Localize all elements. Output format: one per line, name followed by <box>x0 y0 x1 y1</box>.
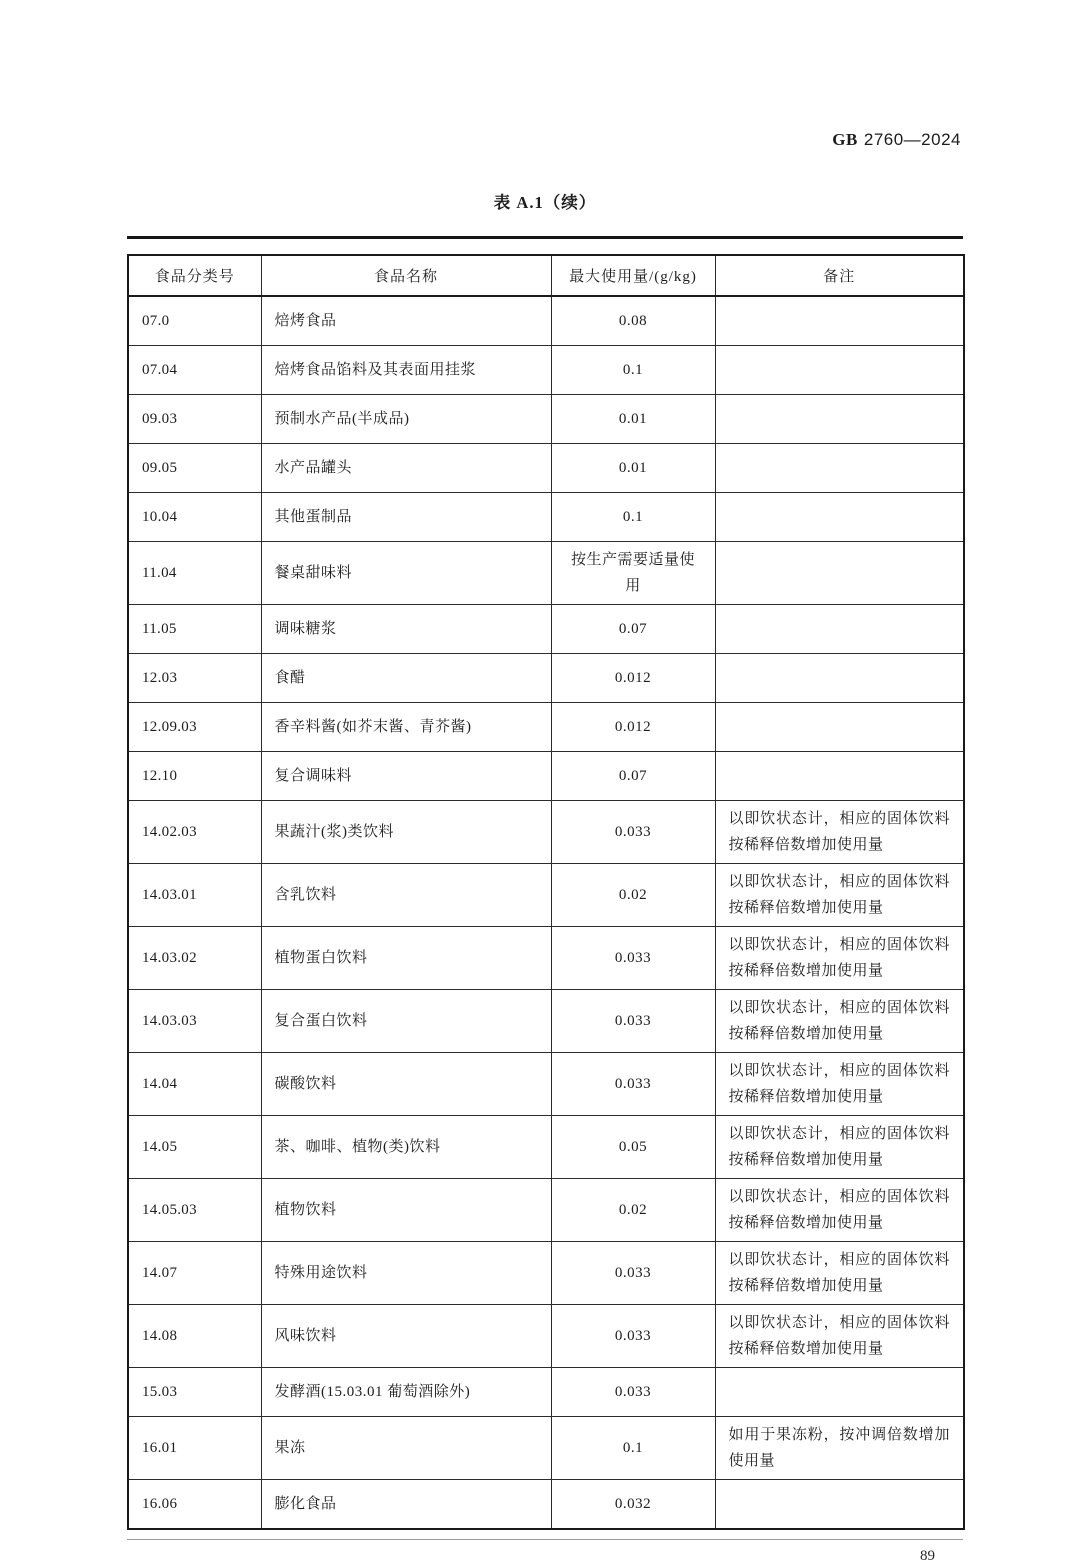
cell-max-usage: 按生产需要适量使用 <box>551 542 715 605</box>
table-header-row <box>128 255 964 296</box>
cell-food-category-code: 12.03 <box>128 654 261 703</box>
cell-max-usage: 0.01 <box>551 444 715 493</box>
table-row <box>128 1179 964 1242</box>
table-row <box>128 1368 964 1417</box>
cell-max-usage: 0.01 <box>551 395 715 444</box>
table-row <box>128 990 964 1053</box>
cell-max-usage: 0.033 <box>551 1368 715 1417</box>
cell-note: 以即饮状态计，相应的固体饮料按稀释倍数增加使用量 <box>715 990 964 1053</box>
top-rule <box>127 236 963 239</box>
cell-food-category-code: 12.09.03 <box>128 703 261 752</box>
cell-food-name: 香辛料酱(如芥末酱、青芥酱) <box>261 703 551 752</box>
col-header-note: 备注 <box>715 255 964 296</box>
cell-note: 以即饮状态计，相应的固体饮料按稀释倍数增加使用量 <box>715 1053 964 1116</box>
cell-food-category-code: 16.06 <box>128 1480 261 1530</box>
table-title: 表 A.1（续） <box>493 193 597 212</box>
cell-max-usage: 0.033 <box>551 1053 715 1116</box>
cell-food-category-code: 14.03.01 <box>128 864 261 927</box>
col-header-food-name: 食品名称 <box>261 255 551 296</box>
cell-max-usage: 0.05 <box>551 1116 715 1179</box>
cell-note <box>715 493 964 542</box>
table-row <box>128 542 964 605</box>
cell-note: 以即饮状态计，相应的固体饮料按稀释倍数增加使用量 <box>715 801 964 864</box>
cell-note: 以即饮状态计，相应的固体饮料按稀释倍数增加使用量 <box>715 864 964 927</box>
cell-max-usage: 0.033 <box>551 1242 715 1305</box>
cell-max-usage: 0.02 <box>551 1179 715 1242</box>
table-row <box>128 1053 964 1116</box>
cell-max-usage: 0.033 <box>551 927 715 990</box>
cell-max-usage: 0.033 <box>551 990 715 1053</box>
table-row <box>128 864 964 927</box>
cell-food-category-code: 07.04 <box>128 346 261 395</box>
food-additive-usage-table <box>127 254 965 1530</box>
cell-max-usage: 0.08 <box>551 296 715 346</box>
col-header-max-usage: 最大使用量/(g/kg) <box>551 255 715 296</box>
table-row <box>128 703 964 752</box>
cell-food-name: 复合蛋白饮料 <box>261 990 551 1053</box>
cell-note: 以即饮状态计，相应的固体饮料按稀释倍数增加使用量 <box>715 927 964 990</box>
cell-food-name: 食醋 <box>261 654 551 703</box>
table-row <box>128 752 964 801</box>
cell-max-usage: 0.033 <box>551 801 715 864</box>
table-row <box>128 1417 964 1480</box>
cell-max-usage: 0.033 <box>551 1305 715 1368</box>
cell-max-usage: 0.1 <box>551 1417 715 1480</box>
cell-food-category-code: 09.03 <box>128 395 261 444</box>
cell-food-category-code: 14.04 <box>128 1053 261 1116</box>
cell-food-name: 特殊用途饮料 <box>261 1242 551 1305</box>
cell-food-name: 调味糖浆 <box>261 605 551 654</box>
cell-food-name: 其他蛋制品 <box>261 493 551 542</box>
cell-max-usage: 0.07 <box>551 752 715 801</box>
table-row <box>128 1116 964 1179</box>
cell-food-name: 餐桌甜味料 <box>261 542 551 605</box>
cell-food-name: 果冻 <box>261 1417 551 1480</box>
cell-note <box>715 395 964 444</box>
cell-max-usage: 0.012 <box>551 654 715 703</box>
table-row <box>128 346 964 395</box>
table-row <box>128 1242 964 1305</box>
cell-food-name: 水产品罐头 <box>261 444 551 493</box>
table-row <box>128 801 964 864</box>
cell-note <box>715 654 964 703</box>
table-row <box>128 1480 964 1530</box>
cell-food-category-code: 12.10 <box>128 752 261 801</box>
cell-note: 以即饮状态计，相应的固体饮料按稀释倍数增加使用量 <box>715 1242 964 1305</box>
table-row <box>128 605 964 654</box>
table-row <box>128 493 964 542</box>
page-content <box>127 0 963 1565</box>
cell-food-category-code: 11.04 <box>128 542 261 605</box>
standard-number <box>127 130 963 150</box>
cell-food-category-code: 10.04 <box>128 493 261 542</box>
cell-food-category-code: 07.0 <box>128 296 261 346</box>
cell-note <box>715 1480 964 1530</box>
cell-food-category-code: 14.02.03 <box>128 801 261 864</box>
cell-note: 以即饮状态计，相应的固体饮料按稀释倍数增加使用量 <box>715 1305 964 1368</box>
cell-food-name: 风味饮料 <box>261 1305 551 1368</box>
cell-food-name: 发酵酒(15.03.01 葡萄酒除外) <box>261 1368 551 1417</box>
cell-food-category-code: 14.08 <box>128 1305 261 1368</box>
cell-food-name: 焙烤食品 <box>261 296 551 346</box>
page-number: 89 <box>920 1548 935 1564</box>
cell-note: 以即饮状态计，相应的固体饮料按稀释倍数增加使用量 <box>715 1116 964 1179</box>
cell-food-name: 茶、咖啡、植物(类)饮料 <box>261 1116 551 1179</box>
table-row <box>128 296 964 346</box>
table-row <box>128 654 964 703</box>
cell-food-name: 果蔬汁(浆)类饮料 <box>261 801 551 864</box>
standard-number-prefix: GB <box>832 130 858 149</box>
cell-food-category-code: 16.01 <box>128 1417 261 1480</box>
cell-food-category-code: 09.05 <box>128 444 261 493</box>
cell-food-name: 膨化食品 <box>261 1480 551 1530</box>
standard-number-digits: 2760—2024 <box>863 130 961 149</box>
cell-food-category-code: 14.03.02 <box>128 927 261 990</box>
table-row <box>128 1305 964 1368</box>
table-row <box>128 395 964 444</box>
cell-note <box>715 542 964 605</box>
cell-note: 如用于果冻粉，按冲调倍数增加使用量 <box>715 1417 964 1480</box>
cell-max-usage: 0.032 <box>551 1480 715 1530</box>
table-row <box>128 444 964 493</box>
cell-note <box>715 1368 964 1417</box>
cell-food-name: 预制水产品(半成品) <box>261 395 551 444</box>
cell-food-name: 植物饮料 <box>261 1179 551 1242</box>
cell-max-usage: 0.012 <box>551 703 715 752</box>
cell-note <box>715 444 964 493</box>
cell-max-usage: 0.07 <box>551 605 715 654</box>
col-header-food-category-code: 食品分类号 <box>128 255 261 296</box>
cell-max-usage: 0.1 <box>551 346 715 395</box>
cell-note <box>715 605 964 654</box>
table-body <box>128 296 964 1529</box>
cell-food-category-code: 14.05 <box>128 1116 261 1179</box>
cell-food-name: 植物蛋白饮料 <box>261 927 551 990</box>
cell-food-category-code: 15.03 <box>128 1368 261 1417</box>
cell-food-category-code: 14.05.03 <box>128 1179 261 1242</box>
cell-max-usage: 0.02 <box>551 864 715 927</box>
footer-rule <box>127 1539 963 1540</box>
cell-food-name: 含乳饮料 <box>261 864 551 927</box>
cell-food-category-code: 11.05 <box>128 605 261 654</box>
cell-note <box>715 296 964 346</box>
cell-food-name: 焙烤食品馅料及其表面用挂浆 <box>261 346 551 395</box>
cell-note <box>715 346 964 395</box>
cell-note: 以即饮状态计，相应的固体饮料按稀释倍数增加使用量 <box>715 1179 964 1242</box>
cell-note <box>715 752 964 801</box>
table-row <box>128 927 964 990</box>
cell-max-usage: 0.1 <box>551 493 715 542</box>
cell-food-category-code: 14.07 <box>128 1242 261 1305</box>
cell-food-name: 碳酸饮料 <box>261 1053 551 1116</box>
cell-note <box>715 703 964 752</box>
cell-food-category-code: 14.03.03 <box>128 990 261 1053</box>
cell-food-name: 复合调味料 <box>261 752 551 801</box>
